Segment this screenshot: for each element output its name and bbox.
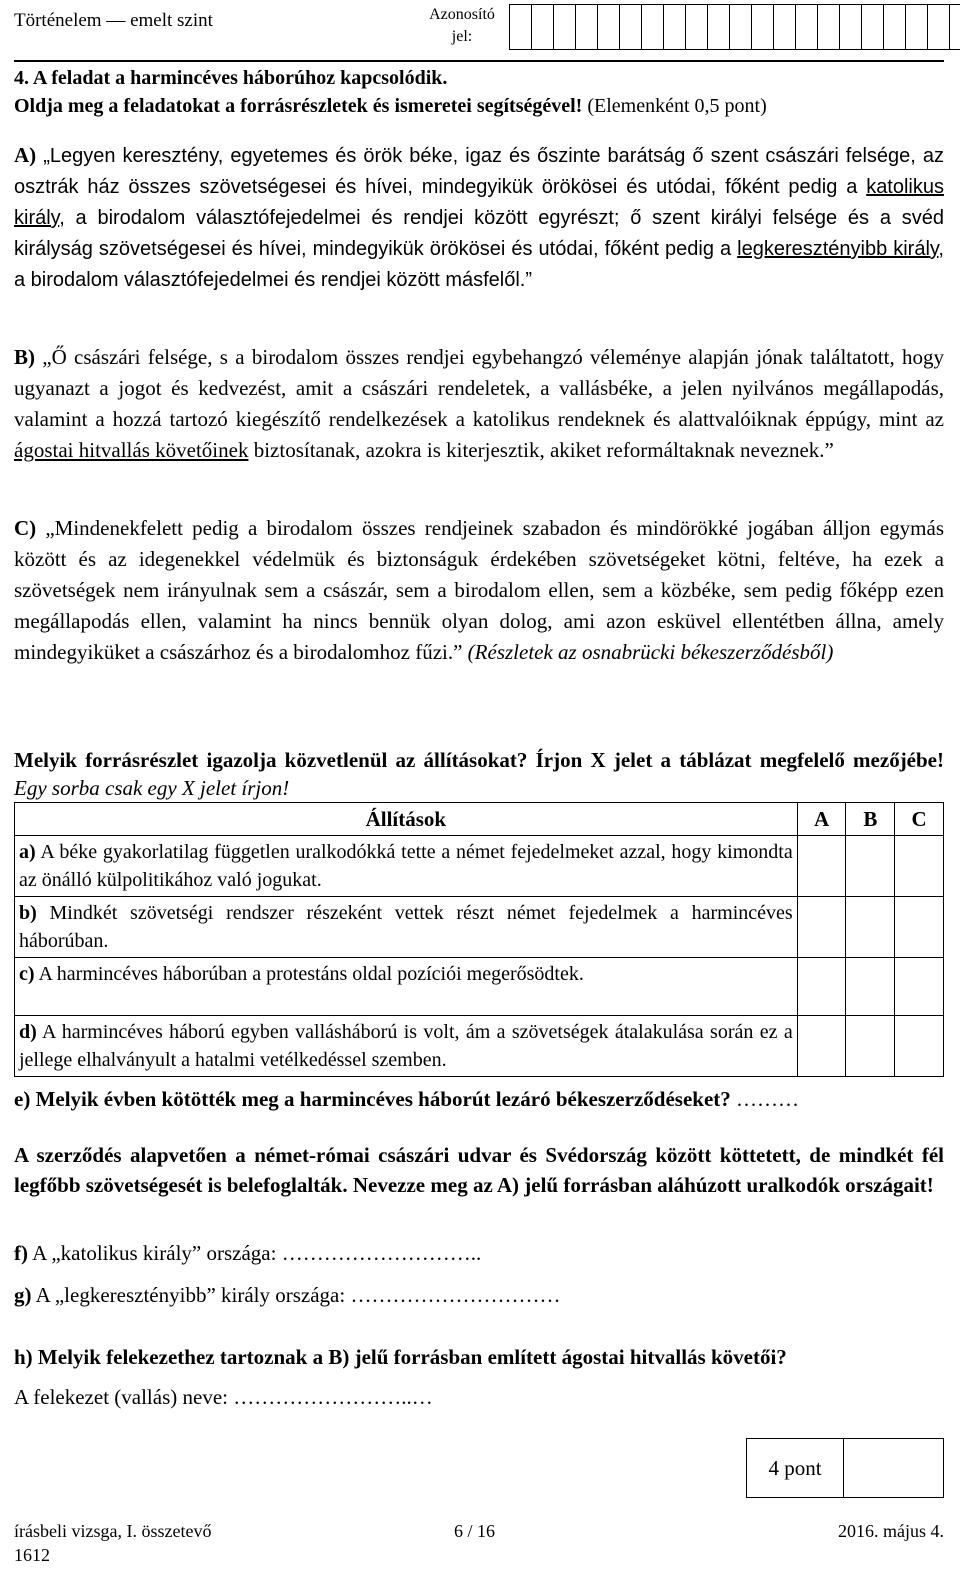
table-header-statements: Állítások (15, 803, 798, 836)
answer-cell-a[interactable] (797, 1016, 846, 1077)
id-box[interactable] (597, 4, 620, 50)
answer-cell-c[interactable] (895, 836, 944, 897)
question-h-answer (14, 1382, 944, 1413)
statement-text: Mindkét szövetségi rendszer részeként vettek részt német fejedelmek a harmincéves háborúban. (19, 902, 793, 952)
source-a-text-1: „Legyen keresztény, egyetemes és örök béke, igaz és őszinte barátság ő szent császári felsége, az osztrák ház összes szövetségesei és hívei, mindegyikük örökösei és utódai, főként pedig a (14, 145, 944, 198)
source-c (14, 513, 944, 668)
page-header (14, 0, 944, 62)
footer-exam: írásbeli vizsga, I. összetevő (14, 1521, 212, 1541)
source-c-citation: (Részletek az osnabrücki békeszerződésből) (462, 640, 834, 664)
answer-cell-c[interactable] (895, 958, 944, 1016)
statement-label: d) (19, 1021, 37, 1043)
answer-cell-a[interactable] (797, 836, 846, 897)
answer-cell-c[interactable] (895, 1016, 944, 1077)
source-b (14, 342, 944, 466)
question-e-blank[interactable]: ……… (730, 1087, 800, 1111)
id-box[interactable] (751, 4, 774, 50)
question-1-note: Egy sorba csak egy X jelet írjon! (14, 776, 290, 800)
id-box[interactable] (795, 4, 818, 50)
id-box[interactable] (927, 4, 950, 50)
question-e (14, 1084, 944, 1115)
id-box[interactable] (575, 4, 598, 50)
task-instruction (14, 92, 944, 120)
source-b-underline: ágostai hitvallás követőinek (14, 438, 249, 462)
question-g (14, 1280, 944, 1311)
task-instruction-text: Oldja meg a feladatokat a forrásrészletek és ismeretei segítségével! (14, 95, 583, 117)
id-boxes (510, 4, 960, 50)
id-box[interactable] (883, 4, 906, 50)
table-header-row (15, 803, 944, 836)
table-row (15, 836, 944, 897)
score-label: 4 pont (747, 1439, 844, 1497)
table-row (15, 958, 944, 1016)
statement-text: A béke gyakorlatilag független uralkodókká tette a német fejedelmeket azzal, hogy kimondta az önálló külpolitikához való jogukat. (19, 841, 793, 891)
question-h: h) Melyik felekezethez tartoznak a B) jelű forrásban említett ágostai hitvallás követői? (14, 1345, 787, 1369)
id-label-line-2: jel: (451, 28, 473, 45)
answer-cell-a[interactable] (797, 897, 846, 958)
answer-cell-b[interactable] (846, 958, 895, 1016)
question-f (14, 1238, 944, 1269)
id-box[interactable] (905, 4, 928, 50)
id-box[interactable] (817, 4, 840, 50)
source-a-text-3: , a birodalom választófejedelmei és rendjei között másfelől.” (14, 238, 944, 291)
table-header-b: B (846, 803, 895, 836)
question-f-label: f) (14, 1241, 28, 1265)
id-box[interactable] (773, 4, 796, 50)
question-f-blank[interactable]: ……………………….. (281, 1241, 482, 1265)
question-h-answer-blank[interactable]: ……………………..… (233, 1385, 433, 1409)
question-g-text: A „legkeresztényibb” király országa: (31, 1283, 351, 1307)
task-intro (14, 64, 944, 120)
paragraph-fg: A szerződés alapvetően a német-római császári udvar és Svédország között köttetett, de mindkét fél legfőbb szövetségesét is belefoglalták. Nevezze meg az A) jelű forrásban aláhúzott uralkodók országait! (14, 1143, 944, 1197)
statements-table (14, 802, 944, 1077)
source-c-label: C) (14, 516, 37, 540)
task-scoring: (Elemenként 0,5 pont) (582, 95, 767, 117)
question-1-text: Melyik forrásrészlet igazolja közvetlenül az állításokat? Írjon X jelet a táblázat megfelelő mezőjébe! (14, 748, 944, 772)
statement-b (15, 897, 798, 958)
id-box[interactable] (509, 4, 532, 50)
id-box[interactable] (619, 4, 642, 50)
question-g-blank[interactable]: ………………………… (350, 1283, 561, 1307)
footer-page-number: 6 / 16 (454, 1521, 496, 1541)
question-e-text: e) Melyik évben kötötték meg a harmincéves háborút lezáró békeszerződéseket? (14, 1087, 731, 1111)
statement-a (15, 836, 798, 897)
id-box[interactable] (839, 4, 862, 50)
task-title: 4. A feladat a harmincéves háborúhoz kapcsolódik. (14, 67, 448, 89)
answer-cell-b[interactable] (846, 836, 895, 897)
source-a-label: A) (14, 143, 37, 167)
question-h-answer-label: A felekezet (vallás) neve: (14, 1385, 234, 1409)
id-box[interactable] (663, 4, 686, 50)
footer-date: 2016. május 4. (838, 1521, 944, 1541)
statement-c (15, 958, 798, 1016)
answer-cell-a[interactable] (797, 958, 846, 1016)
table-header-a: A (797, 803, 846, 836)
id-box[interactable] (531, 4, 554, 50)
id-label (422, 4, 502, 48)
answer-cell-b[interactable] (846, 1016, 895, 1077)
statement-text: A harmincéves háborúban a protestáns oldal pozíciói megerősödtek. (34, 963, 584, 985)
id-box[interactable] (707, 4, 730, 50)
source-c-text: „Mindenekfelett pedig a birodalom összes rendjeinek szabadon és mindörökké jogában álljon egymás között és az idegenekkel védelmük és biztonságuk érdekében szövetségeket kötni, feltéve, ha ezek a szövetségek nem irányulnak sem a császár, sem a birodalom ellen, sem a közbéke, sem pedig főképp ezen megállapodás ellen, valamint ha nincs bennük olyan dolog, ami azon esküvel ellentétben állna, amely mindegyiküket a császárhoz és a birodalomhoz fűzi.” (14, 516, 944, 664)
answer-cell-c[interactable] (895, 897, 944, 958)
id-box[interactable] (641, 4, 664, 50)
source-a-underline-2: legkeresztényibb király (737, 238, 939, 260)
answer-cell-b[interactable] (846, 897, 895, 958)
id-box[interactable] (729, 4, 752, 50)
question-g-label: g) (14, 1283, 32, 1307)
source-b-text-2: biztosítanak, azokra is kiterjesztik, akiket reformáltaknak neveznek.” (248, 438, 834, 462)
id-box[interactable] (861, 4, 884, 50)
id-box[interactable] (949, 4, 960, 50)
statement-label: c) (19, 963, 35, 985)
header-subject: Történelem — emelt szint (14, 10, 213, 31)
question-1 (14, 746, 944, 802)
id-box[interactable] (685, 4, 708, 50)
statement-label: a) (19, 841, 36, 863)
table-header-c: C (895, 803, 944, 836)
id-label-line-1: Azonosító (429, 6, 495, 23)
id-box[interactable] (553, 4, 576, 50)
source-a-underline-1: katolikus király (14, 176, 944, 229)
table-row (15, 897, 944, 958)
statement-label: b) (19, 902, 37, 924)
source-a-text-2: , a birodalom választófejedelmei és rendjei között egyrészt; ő szent királyi felsége és a svéd királyság szövetségesei és hívei, mindegyikük örökösei és utódai, főként pedig a (14, 207, 944, 260)
source-b-text-1: „Ő császári felsége, s a birodalom összes rendjei egybehangzó véleménye alapján jónak találtatott, hogy ugyanazt a jogot és kedvezést, amit a császári rendeletek, a vallásbéke, a jelen nyilvános megállapodás, valamint a hozzá tartozó kiegészítő rendelkezések a katolikus rendeknek és alattvalóiknak éppúgy, mint az (14, 345, 944, 431)
source-b-label: B) (14, 345, 35, 369)
question-f-text: A „katolikus király” országa: (28, 1241, 282, 1265)
source-a (14, 140, 944, 296)
footer-code: 1612 (14, 1545, 50, 1565)
statement-d (15, 1016, 798, 1077)
table-row (15, 1016, 944, 1077)
score-box (746, 1438, 944, 1498)
header-rule (14, 60, 944, 62)
statement-text: A harmincéves háború egyben vallásháború is volt, ám a szövetségek átalakulása során ez a jellege elhalványult a hatalmi vetélkedéssel szemben. (19, 1021, 793, 1071)
